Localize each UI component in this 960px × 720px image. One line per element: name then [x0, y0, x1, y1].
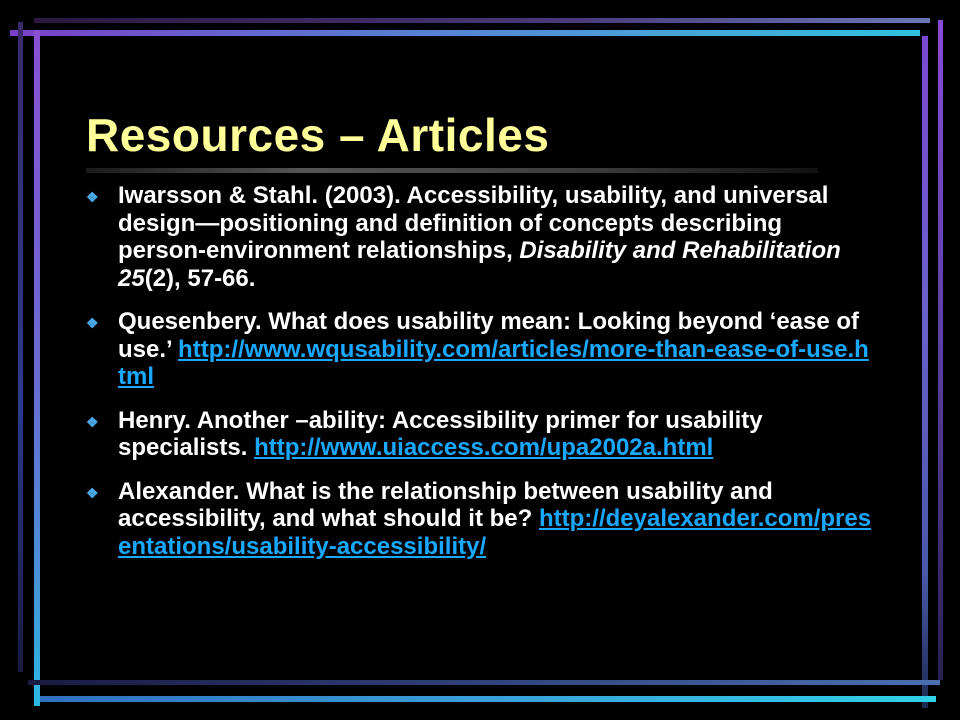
- frame-bar-right-outer: [938, 20, 943, 680]
- citation-authors-title: Iwarsson & Stahl. (2003). Accessibility, usability, and universal design—positioning and definition of concepts describing person-environment relationships,: [118, 182, 829, 264]
- resource-list: [86, 182, 876, 576]
- frame-bar-left-outer: [18, 22, 23, 672]
- frame-bar-top-inner: [10, 30, 920, 36]
- citation-text: [118, 478, 876, 561]
- journal-name: Disability and Rehabilitation: [519, 237, 841, 264]
- frame-bar-bottom-inner: [28, 680, 940, 685]
- citation-description: Quesenbery. What does usability mean: Looking beyond ‘ease of use.’: [118, 308, 860, 363]
- citation-text: [118, 182, 876, 292]
- list-item-henry: [86, 407, 876, 462]
- citation-pages: (2), 57-66.: [144, 264, 256, 292]
- citation-text: [118, 407, 876, 462]
- page-title: Resources – Articles: [86, 109, 550, 161]
- frame-bar-top-outer: [34, 18, 930, 23]
- list-item-quesenbery: [86, 308, 876, 391]
- diamond-bullet-icon: ❖: [86, 189, 99, 205]
- diamond-bullet-icon: ❖: [86, 315, 99, 331]
- list-item-iwarsson: [86, 182, 876, 292]
- frame-bar-right-inner: [922, 36, 928, 708]
- citation-text: [118, 308, 876, 391]
- list-item-alexander: [86, 478, 876, 561]
- article-link-alexander[interactable]: http://deyalexander.com/presentations/usability-accessibility/: [118, 505, 872, 560]
- journal-volume: 25: [118, 264, 145, 292]
- frame-bar-left-inner: [34, 30, 40, 706]
- article-link-henry[interactable]: http://www.uiaccess.com/upa2002a.html: [254, 434, 714, 461]
- diamond-bullet-icon: ❖: [86, 484, 99, 501]
- citation-description: Henry. Another –ability: Accessibility primer for usability specialists.: [118, 406, 763, 461]
- article-link-quesenbery[interactable]: http://www.wqusability.com/articles/more-than-ease-of-use.html: [118, 335, 869, 390]
- frame-bar-bottom-outer: [40, 696, 936, 702]
- diamond-bullet-icon: ❖: [86, 413, 99, 430]
- citation-description: Alexander. What is the relationship between usability and accessibility, and what should it be?: [118, 477, 773, 532]
- title-underline: [86, 168, 818, 173]
